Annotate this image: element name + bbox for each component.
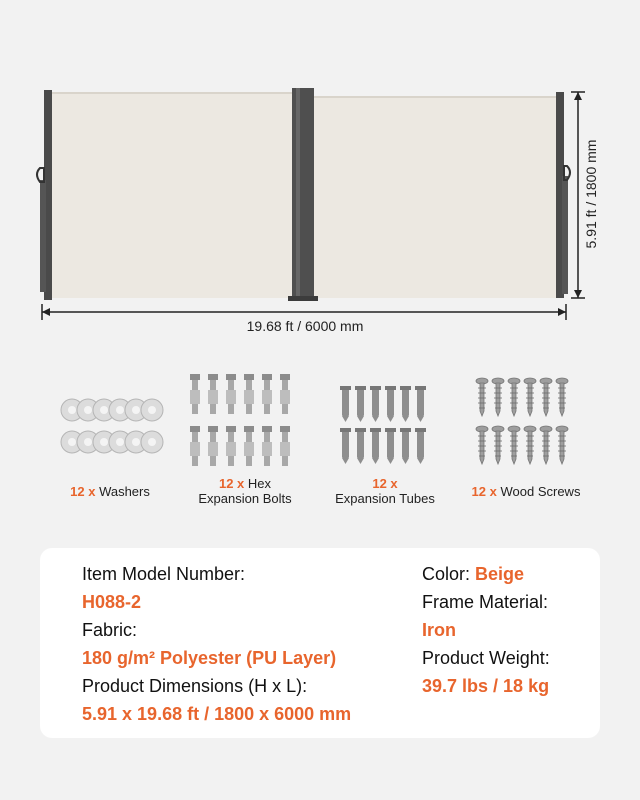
weight-value: 39.7 lbs / 18 kg: [422, 676, 550, 696]
fabric-label: Fabric:: [82, 620, 138, 640]
hex-bolt-icon: [186, 372, 306, 472]
dimensions-label: Product Dimensions (H x L):: [82, 676, 308, 696]
accessory-qty: 12 x: [70, 484, 96, 499]
accessory-expansion-tubes: [320, 476, 450, 506]
weight-label: Product Weight:: [422, 648, 550, 668]
awning-illustration: [0, 80, 640, 350]
fabric-panel-left: [52, 92, 292, 298]
fabric-panel-right: [314, 96, 556, 298]
model-label: Item Model Number:: [82, 564, 246, 584]
frame-label: Frame Material:: [422, 592, 549, 612]
accessory-wood-screws: [456, 484, 596, 499]
color-row: [422, 564, 524, 585]
frame-value: Iron: [422, 620, 456, 640]
accessory-name: Expansion Tubes: [335, 491, 435, 506]
accessory-name-line2: Expansion Bolts: [198, 491, 292, 506]
color-value: Beige: [475, 564, 525, 584]
accessory-qty: 12 x: [471, 484, 497, 499]
accessory-qty: 12 x: [218, 476, 245, 491]
accessory-name: Wood Screws: [500, 484, 581, 499]
fabric-value: 180 g/m² Polyester (PU Layer): [82, 648, 337, 668]
model-value: H088-2: [82, 592, 142, 612]
expansion-tube-icon: [338, 382, 438, 472]
accessory-name: Hex: [247, 476, 272, 491]
height-dimension-label: 5.91 ft / 1800 mm: [583, 139, 599, 249]
accessory-name: Washers: [99, 484, 150, 499]
dimensions-value: 5.91 x 19.68 ft / 1800 x 6000 mm: [82, 704, 352, 724]
color-label: Color:: [422, 564, 471, 584]
accessory-qty: 12 x: [372, 476, 398, 491]
center-cassette: [292, 88, 314, 300]
width-dimension-label: 19.68 ft / 6000 mm: [246, 318, 364, 334]
wood-screw-icon: [474, 376, 574, 472]
accessory-hex-bolts: [180, 476, 310, 506]
washers-icon: [58, 392, 168, 462]
accessory-washers: [50, 484, 170, 499]
